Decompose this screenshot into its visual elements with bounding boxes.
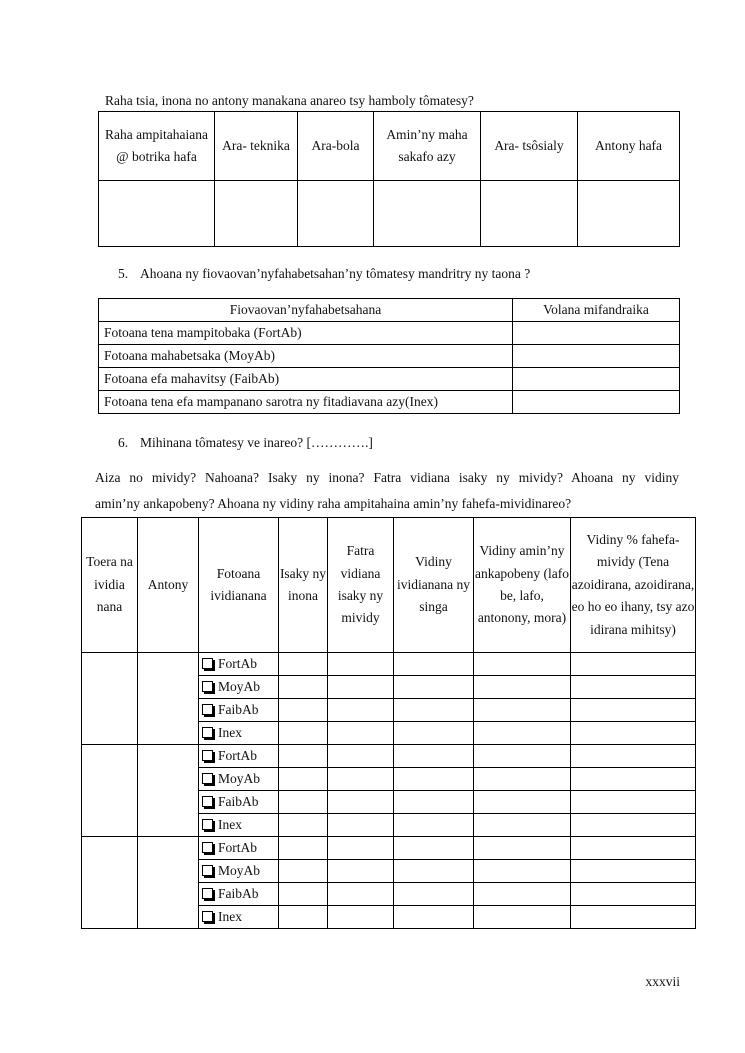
table-row <box>99 368 680 391</box>
question-5-text: Ahoana ny fiovaovan’nyfahabetsahan’ny tômatesy mandritry ny taona ? <box>140 266 531 281</box>
checkbox-icon[interactable] <box>202 796 213 807</box>
question-6-paragraph <box>95 465 679 517</box>
answer-cell[interactable] <box>279 676 328 699</box>
answer-cell[interactable] <box>394 722 474 745</box>
answer-cell[interactable] <box>474 676 571 699</box>
answer-cell[interactable] <box>474 699 571 722</box>
option-label: FaibAb <box>218 885 259 901</box>
answer-cell[interactable] <box>394 676 474 699</box>
month-answer-cell[interactable] <box>513 391 680 414</box>
option-fortab[interactable] <box>199 653 279 676</box>
answer-cell[interactable] <box>571 722 696 745</box>
answer-cell[interactable] <box>571 745 696 768</box>
option-moyab[interactable] <box>199 860 279 883</box>
question-6-text: Mihinana tômatesy ve inareo? [………….] <box>140 435 373 450</box>
answer-cell[interactable] <box>328 814 394 837</box>
abundance-header-cell: Volana mifandraika <box>513 299 680 322</box>
checkbox-icon[interactable] <box>202 773 213 784</box>
answer-cell[interactable] <box>394 814 474 837</box>
purchase-header-row <box>82 518 696 653</box>
table-row <box>82 745 696 768</box>
option-label: FortAb <box>218 747 258 763</box>
option-inex[interactable] <box>199 814 279 837</box>
abundance-header-row <box>99 299 680 322</box>
reasons-answer-row <box>99 181 680 247</box>
answer-cell[interactable] <box>328 676 394 699</box>
answer-cell[interactable] <box>328 883 394 906</box>
purchase-header-cell: Fotoana ividianana <box>199 518 279 653</box>
option-moyab[interactable] <box>199 768 279 791</box>
option-label: Inex <box>218 724 242 740</box>
answer-cell[interactable] <box>474 722 571 745</box>
option-faibab[interactable] <box>199 883 279 906</box>
answer-cell[interactable] <box>474 745 571 768</box>
option-label: Inex <box>218 908 242 924</box>
option-label: MoyAb <box>218 862 261 878</box>
answer-cell[interactable] <box>279 814 328 837</box>
month-answer-cell[interactable] <box>513 345 680 368</box>
option-inex[interactable] <box>199 906 279 929</box>
place-answer-cell[interactable] <box>82 745 138 837</box>
answer-cell[interactable] <box>394 768 474 791</box>
answer-cell[interactable] <box>279 906 328 929</box>
period-label: Fotoana efa mahavitsy (FaibAb) <box>99 368 513 391</box>
purchase-header-cell: Vidiny ividianana ny singa <box>394 518 474 653</box>
reasons-header-cell: Raha ampitahaiana @ botrika hafa <box>99 112 215 181</box>
answer-cell[interactable] <box>328 653 394 676</box>
answer-cell[interactable] <box>279 722 328 745</box>
answer-cell[interactable] <box>394 883 474 906</box>
answer-cell[interactable] <box>394 791 474 814</box>
answer-cell[interactable] <box>328 745 394 768</box>
option-faibab[interactable] <box>199 699 279 722</box>
option-moyab[interactable] <box>199 676 279 699</box>
option-inex[interactable] <box>199 722 279 745</box>
answer-cell[interactable] <box>328 791 394 814</box>
paragraph-line: Aiza no mividy? Nahoana? Isaky ny inona? Fatra vidiana isaky ny mividy? Ahoana ny vidiny <box>95 470 679 485</box>
page-number: xxxvii <box>645 974 680 989</box>
table-row <box>99 345 680 368</box>
answer-cell[interactable] <box>474 860 571 883</box>
reasons-header-cell: Ara- teknika <box>215 112 298 181</box>
option-label: Inex <box>218 816 242 832</box>
question-6 <box>118 435 373 451</box>
answer-cell[interactable] <box>328 860 394 883</box>
answer-cell[interactable] <box>571 860 696 883</box>
period-label: Fotoana mahabetsaka (MoyAb) <box>99 345 513 368</box>
reasons-header-cell: Amin’ny maha sakafo azy <box>374 112 481 181</box>
answer-cell[interactable] <box>99 181 215 247</box>
answer-cell[interactable] <box>279 653 328 676</box>
answer-cell[interactable] <box>474 791 571 814</box>
answer-cell[interactable] <box>374 181 481 247</box>
checkbox-icon[interactable] <box>202 865 213 876</box>
place-answer-cell[interactable] <box>82 837 138 929</box>
checkbox-icon[interactable] <box>202 842 213 853</box>
option-fortab[interactable] <box>199 837 279 860</box>
answer-cell[interactable] <box>279 745 328 768</box>
question-4-text: Raha tsia, inona no antony manakana anareo tsy hamboly tômatesy? <box>105 93 474 108</box>
table-row <box>99 391 680 414</box>
answer-cell[interactable] <box>474 837 571 860</box>
answer-cell[interactable] <box>328 837 394 860</box>
table-row <box>82 653 696 676</box>
table-row <box>82 837 696 860</box>
question-number: 6. <box>118 435 129 450</box>
reason-answer-cell[interactable] <box>138 745 199 837</box>
answer-cell[interactable] <box>578 181 680 247</box>
option-fortab[interactable] <box>199 745 279 768</box>
place-answer-cell[interactable] <box>82 653 138 745</box>
answer-cell[interactable] <box>474 906 571 929</box>
option-label: FaibAb <box>218 793 259 809</box>
period-label: Fotoana tena efa mampanano sarotra ny fitadiavana azy(Inex) <box>99 391 513 414</box>
purchase-header-cell: Vidiny % fahefa-mividy (Tena azoidirana, azoidirana, eo ho eo ihany, tsy azo idirana mihitsy) <box>571 518 696 653</box>
reasons-table <box>98 111 680 247</box>
checkbox-icon[interactable] <box>202 750 213 761</box>
checkbox-icon[interactable] <box>202 704 213 715</box>
purchase-table <box>81 517 696 929</box>
option-faibab[interactable] <box>199 791 279 814</box>
option-label: FortAb <box>218 655 258 671</box>
answer-cell[interactable] <box>571 653 696 676</box>
answer-cell[interactable] <box>571 791 696 814</box>
option-label: FortAb <box>218 839 258 855</box>
checkbox-icon[interactable] <box>202 888 213 899</box>
answer-cell[interactable] <box>279 837 328 860</box>
abundance-table <box>98 298 680 414</box>
purchase-header-cell: Isaky ny inona <box>279 518 328 653</box>
answer-cell[interactable] <box>571 676 696 699</box>
purchase-header-cell: Vidiny amin’ny ankapobeny (lafo be, lafo, antonony, mora) <box>474 518 571 653</box>
period-label: Fotoana tena mampitobaka (FortAb) <box>99 322 513 345</box>
answer-cell[interactable] <box>571 768 696 791</box>
purchase-header-cell: Fatra vidiana isaky ny mividy <box>328 518 394 653</box>
checkbox-icon[interactable] <box>202 681 213 692</box>
checkbox-icon[interactable] <box>202 911 213 922</box>
checkbox-icon[interactable] <box>202 658 213 669</box>
paragraph-line: amin’ny ankapobeny? Ahoana ny vidiny raha ampitahaina amin’ny fahefa-mividinareo? <box>95 496 572 511</box>
reason-answer-cell[interactable] <box>138 837 199 929</box>
reasons-header-row <box>99 112 680 181</box>
option-label: FaibAb <box>218 701 259 717</box>
purchase-header-cell: Toera na ividia nana <box>82 518 138 653</box>
answer-cell[interactable] <box>328 906 394 929</box>
option-label: MoyAb <box>218 678 261 694</box>
answer-cell[interactable] <box>394 837 474 860</box>
answer-cell[interactable] <box>279 883 328 906</box>
month-answer-cell[interactable] <box>513 322 680 345</box>
answer-cell[interactable] <box>474 814 571 837</box>
question-5 <box>118 266 530 282</box>
reason-answer-cell[interactable] <box>138 653 199 745</box>
answer-cell[interactable] <box>394 745 474 768</box>
answer-cell[interactable] <box>394 653 474 676</box>
option-label: MoyAb <box>218 770 261 786</box>
answer-cell[interactable] <box>571 699 696 722</box>
answer-cell[interactable] <box>279 768 328 791</box>
answer-cell[interactable] <box>394 860 474 883</box>
answer-cell[interactable] <box>394 906 474 929</box>
answer-cell[interactable] <box>215 181 298 247</box>
month-answer-cell[interactable] <box>513 368 680 391</box>
answer-cell[interactable] <box>571 883 696 906</box>
answer-cell[interactable] <box>298 181 374 247</box>
answer-cell[interactable] <box>571 906 696 929</box>
purchase-header-cell: Antony <box>138 518 199 653</box>
answer-cell[interactable] <box>474 653 571 676</box>
answer-cell[interactable] <box>328 699 394 722</box>
answer-cell[interactable] <box>481 181 578 247</box>
checkbox-icon[interactable] <box>202 727 213 738</box>
answer-cell[interactable] <box>328 768 394 791</box>
abundance-header-cell: Fiovaovan’nyfahabetsahana <box>99 299 513 322</box>
question-number: 5. <box>118 266 129 281</box>
answer-cell[interactable] <box>279 791 328 814</box>
answer-cell[interactable] <box>474 883 571 906</box>
reasons-header-cell: Ara- tsôsialy <box>481 112 578 181</box>
answer-cell[interactable] <box>571 837 696 860</box>
answer-cell[interactable] <box>279 860 328 883</box>
reasons-header-cell: Ara-bola <box>298 112 374 181</box>
table-row <box>99 322 680 345</box>
reasons-header-cell: Antony hafa <box>578 112 680 181</box>
answer-cell[interactable] <box>279 699 328 722</box>
checkbox-icon[interactable] <box>202 819 213 830</box>
answer-cell[interactable] <box>571 814 696 837</box>
answer-cell[interactable] <box>394 699 474 722</box>
answer-cell[interactable] <box>474 768 571 791</box>
answer-cell[interactable] <box>328 722 394 745</box>
